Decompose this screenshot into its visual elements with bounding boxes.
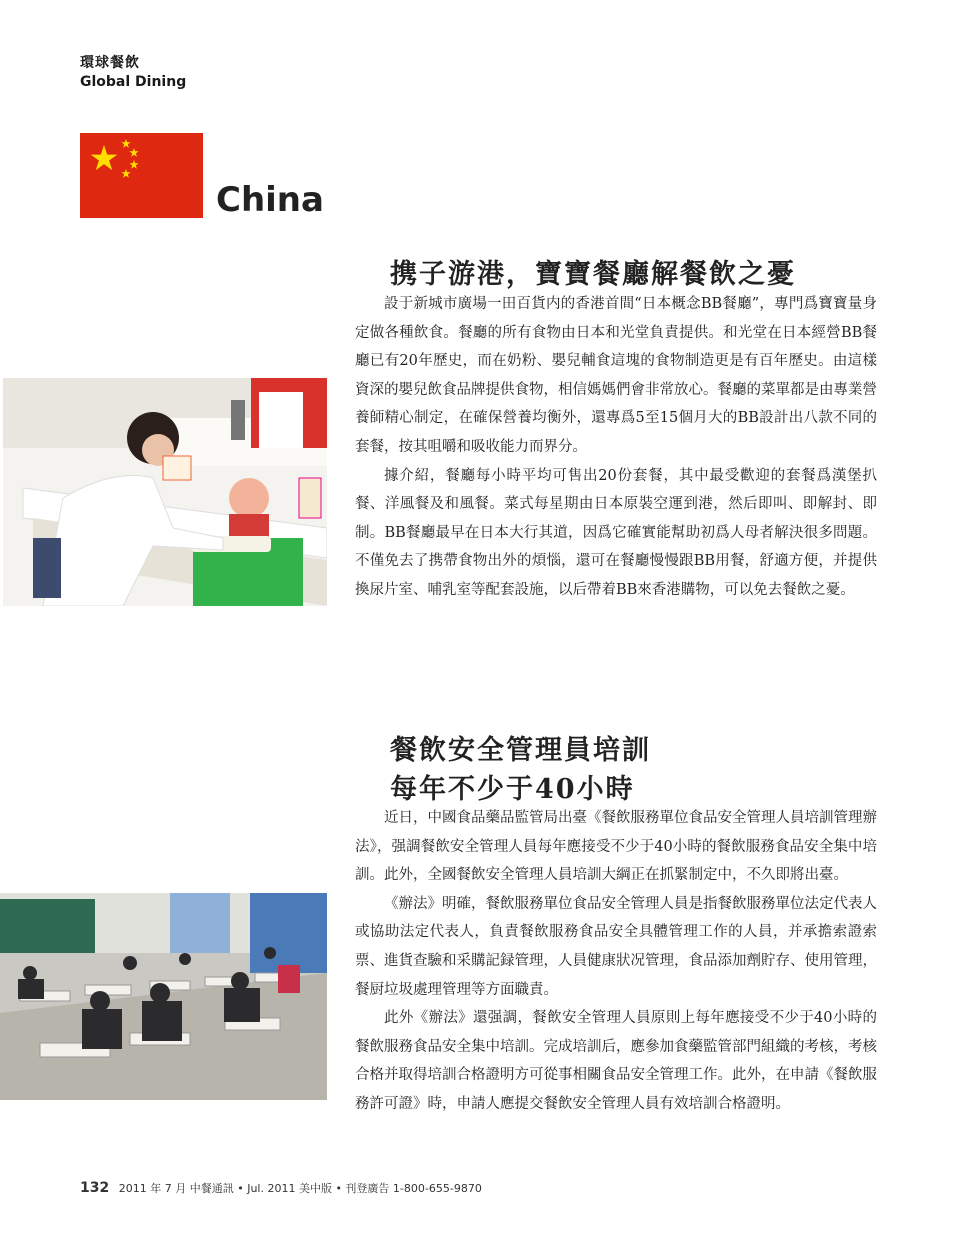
footer-text: 2011 年 7 月 中餐通訊 • Jul. 2011 美中版 • 刊登廣告 1-800-655-9870 <box>118 1182 482 1195</box>
article2-paragraph: 近日，中國食品藥品監管局出臺《餐飲服務單位食品安全管理人員培訓管理辦法》，强調餐飲安全管理人員每年應接受不少于40小時的餐飲服務食品安全集中培訓。此外，全國餐飲安全管理人員培訓大綱正在抓緊制定中，不久即將出臺。 <box>355 810 877 884</box>
article1-paragraph: 據介紹，餐廳每小時平均可售出20份套餐，其中最受歡迎的套餐爲漢堡扒餐、洋風餐及和風餐。菜式每星期由日本原裝空運到港，然后即叫、即解封、即制。BB餐廳最早在日本大行其道，因爲它確實能幫助初爲人母者解決很多問題。不僅免去了携帶食物出外的煩惱，還可在餐廳慢慢跟BB用餐，舒適方便，并提供換尿片室、哺乳室等配套設施，以后帶着BB來香港購物，可以免去餐飲之憂。 <box>355 467 877 598</box>
training-exam-photo <box>0 893 327 1100</box>
article2-paragraph: 《辦法》明確，餐飲服務單位食品安全管理人員是指餐飲服務單位法定代表人或協助法定代表人，負責餐飲服務食品安全具體管理工作的人員，并承擔索證索票、進貨查驗和采購記録管理，人員健康狀况管理，食品添加劑貯存、使用管理，餐厨垃圾處理管理等方面職責。 <box>355 895 877 998</box>
article2-title-line2: 每年不少于40小時 <box>390 774 635 805</box>
country-heading: China <box>216 180 324 220</box>
section-label <box>80 52 186 90</box>
page-footer <box>80 1180 482 1196</box>
article1-body <box>355 290 877 605</box>
article2-paragraph: 此外《辦法》還强調，餐飲安全管理人員原則上每年應接受不少于40小時的餐飲服務食品安全集中培訓。完成培訓后，應參加食藥監管部門組織的考核，考核合格并取得培訓合格證明方可從事相關食品安全管理工作。此外，在申請《餐飲服務許可證》時，申請人應提交餐飲安全管理人員有效培訓合格證明。 <box>355 1010 877 1112</box>
page-number: 132 <box>80 1180 110 1196</box>
section-title-zh: 環球餐飲 <box>80 55 140 71</box>
article2-body <box>355 804 877 1119</box>
china-flag-icon <box>80 133 203 218</box>
baby-restaurant-photo <box>3 378 327 606</box>
article1-paragraph: 設于新城市廣場一田百貨内的香港首間“日本概念BB餐廳”，專門爲寶寶量身定做各種飲食。餐廳的所有食物由日本和光堂負責提供。和光堂在日本經營BB餐廳已有20年歷史，而在奶粉、嬰兒輔食這塊的食物制造更是有百年歷史。由這樣資深的嬰兒飲食品牌提供食物，相信媽媽們會非常放心。餐廳的菜單都是由專業營養師精心制定，在確保營養均衡外，還專爲5至15個月大的BB設計出八款不同的套餐，按其咀嚼和吸收能力而界分。 <box>355 296 877 455</box>
section-title-en: Global Dining <box>80 74 187 90</box>
article2-title-line1: 餐飲安全管理員培訓 <box>390 735 651 766</box>
article1-title: 携子游港，寶寶餐廳解餐飲之憂 <box>390 259 796 290</box>
